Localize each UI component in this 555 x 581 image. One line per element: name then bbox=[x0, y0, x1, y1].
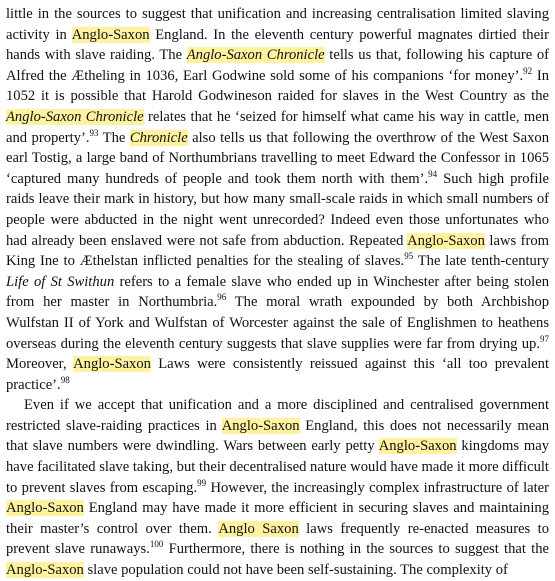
footnote-ref: 96 bbox=[217, 292, 227, 303]
text-run: kingdoms may have facilitated slave taking, but their decentralised nature would have made it more difficult to prevent slaves from escaping. bbox=[6, 438, 550, 496]
text-run: England may have made it more efficient in securing slaves and maintaining their master’s control over them. bbox=[6, 500, 549, 537]
text-run: Even if we accept that unification and a more disciplined and centralised government restricted slave-raiding practices in bbox=[6, 397, 549, 434]
footnote-ref: 99 bbox=[197, 477, 207, 488]
text-run: refers to a female slave who ended up in Winchester after being stolen from her master in Northumbria. bbox=[6, 273, 549, 311]
text-run: In 1052 it is possible that Harold Godwineson raided for slaves in the West Country as the bbox=[6, 67, 549, 105]
text-run: England. In the eleventh century powerful magnates dirtied their hands with slave raiding. The bbox=[6, 26, 549, 64]
text-run: The bbox=[98, 129, 130, 146]
highlighted-italic-term: Chronicle bbox=[129, 129, 188, 146]
highlighted-term: Anglo-Saxon bbox=[407, 232, 485, 249]
footnote-ref: 100 bbox=[149, 539, 164, 550]
highlighted-term: Anglo-Saxon bbox=[6, 500, 84, 517]
highlighted-term: Anglo-Saxon bbox=[378, 438, 457, 455]
paragraph-1 bbox=[6, 4, 549, 395]
text-run: Furthermore, there is nothing in the sources to suggest that the bbox=[163, 541, 549, 558]
text-run: also tells us that following the overthrow of the West Saxon earl Tostig, a large band of Northumbrians travelling to meet Edward the Confessor in 1065 ‘captured many hundreds of people and took them north with them’. bbox=[6, 129, 549, 187]
text-run: tells us that, following his capture of Alfred the Ætheling in 1036, Earl Godwine sold some of his companions ‘for money’. bbox=[6, 47, 550, 84]
highlighted-term: Anglo-Saxon bbox=[73, 356, 151, 373]
highlighted-italic-term: Anglo-Saxon Chronicle bbox=[6, 108, 144, 125]
highlighted-term: Anglo-Saxon bbox=[6, 562, 84, 579]
text-run: Such high profile raids leave their mark in history, but how many small-scale raids in which small numbers of people were abducted in the night went unrecorded? Indeed even those unfortunates who had already been enslaved were not safe from abduction. Repeated bbox=[6, 170, 549, 249]
text-run: Laws were consistently reissued against this ‘all too prevalent practice’. bbox=[6, 356, 549, 393]
footnote-ref: 94 bbox=[428, 168, 438, 179]
highlighted-term: Anglo Saxon bbox=[218, 520, 299, 537]
footnote-ref: 97 bbox=[540, 333, 549, 344]
footnote-ref: 92 bbox=[523, 65, 533, 76]
text-run: The moral wrath expounded by both Archbishop Wulfstan II of York and Wulfstan of Worcester against the sale of Englishmen to heathens overseas during the eleventh century suggests that slave supplies were far from drying up. bbox=[6, 294, 549, 352]
paragraph-2 bbox=[6, 395, 549, 580]
text-run: England, this does not necessarily mean that slave numbers were dwindling. Wars between early petty bbox=[6, 417, 549, 455]
text-run: relates that he ‘seized for himself what came his way in cattle, men and property’. bbox=[6, 108, 550, 146]
text-run: The late tenth-century bbox=[413, 253, 550, 270]
text-run: However, the increasingly complex infrastructure of later bbox=[206, 479, 549, 496]
highlighted-term: Anglo-Saxon bbox=[71, 26, 150, 43]
footnote-ref: 93 bbox=[89, 127, 99, 138]
text-run: slave population could not have been self-sustaining. The complexity of bbox=[83, 562, 508, 579]
footnote-ref: 98 bbox=[60, 374, 70, 385]
text-run: little in the sources to suggest that unification and increasing centralisation limited slaving activity in bbox=[6, 6, 549, 43]
italic-title: Life of St Swithun bbox=[6, 273, 115, 290]
footnote-ref: 95 bbox=[404, 251, 414, 262]
text-run: laws frequently re-enacted measures to prevent slave runaways. bbox=[6, 520, 550, 558]
text-run: laws from King Ine to Æthelstan inflicted penalties for the stealing of slaves. bbox=[6, 232, 550, 270]
highlighted-term: Anglo-Saxon bbox=[221, 417, 300, 434]
text-run: Moreover, bbox=[6, 356, 74, 373]
highlighted-italic-term: Anglo-Saxon Chronicle bbox=[186, 47, 325, 64]
